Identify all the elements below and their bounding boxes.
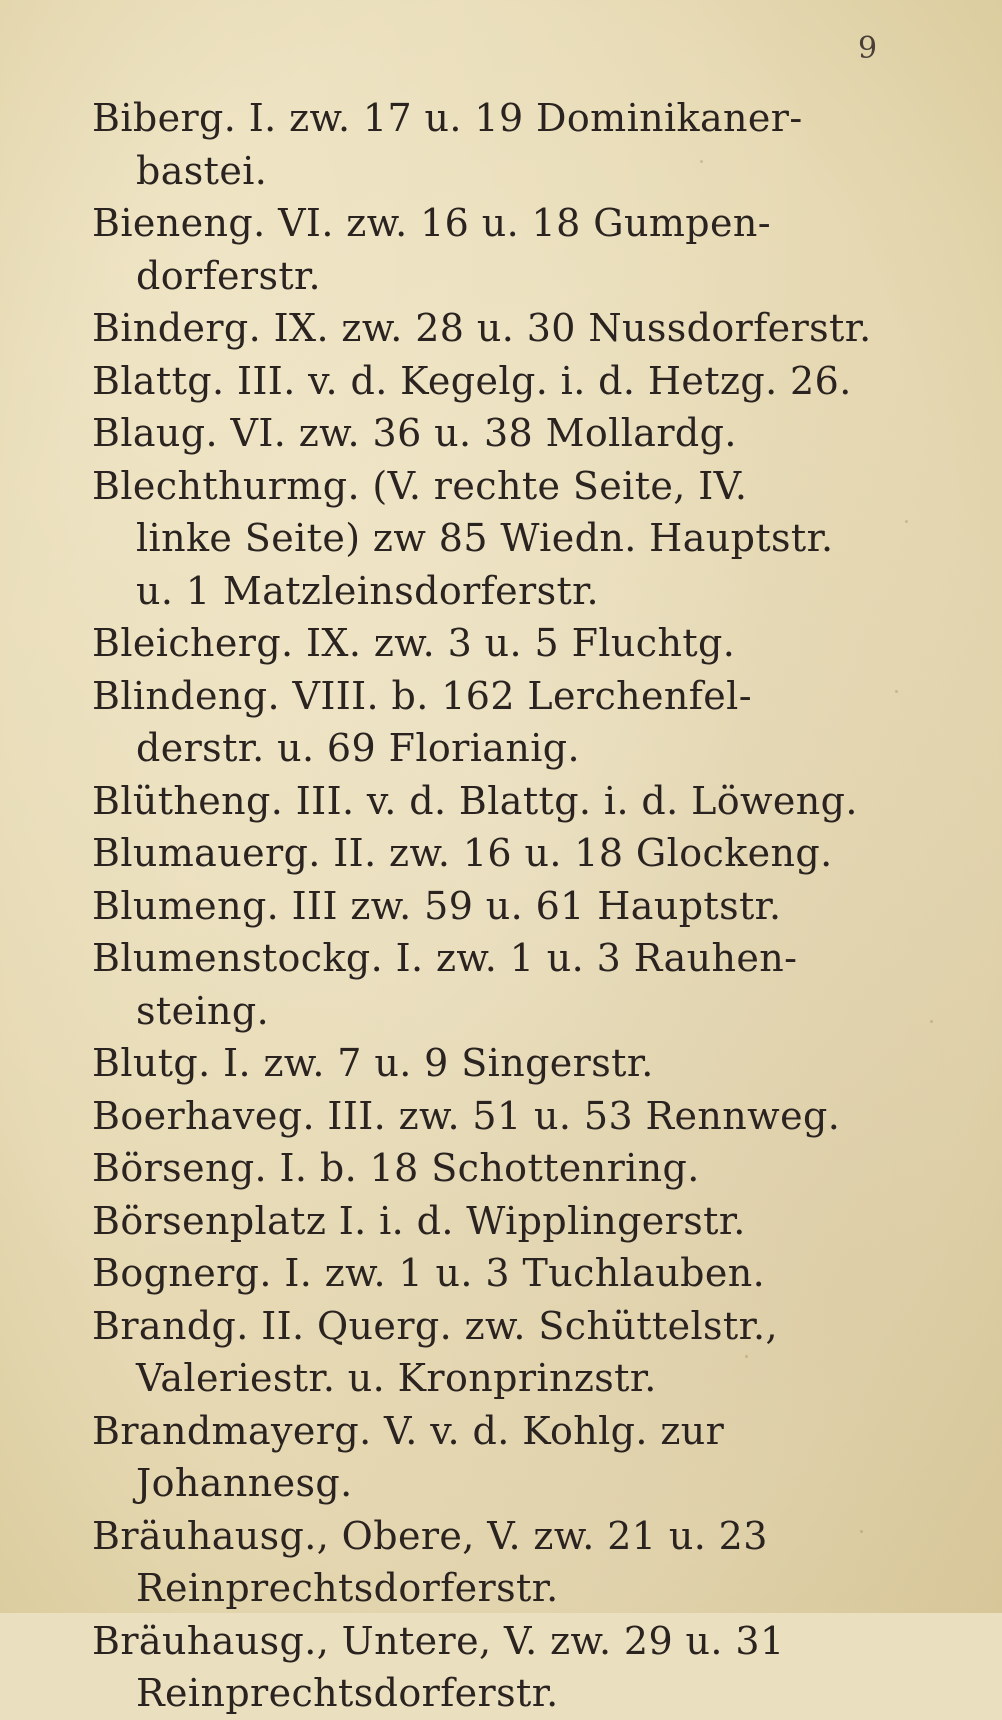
entry-line: Bieneng. VI. zw. 16 u. 18 Gumpen- — [92, 201, 771, 245]
entry-line: Blumauerg. II. zw. 16 u. 18 Glockeng. — [92, 831, 833, 875]
street-entry — [0, 1142, 872, 1195]
entry-continuation-line: Reinprechtsdorferstr. — [136, 1566, 559, 1610]
street-entry — [0, 1195, 872, 1248]
street-entry — [0, 670, 872, 775]
street-entry — [0, 197, 872, 302]
entry-line: Blütheng. III. v. d. Blattg. i. d. Löweng. — [92, 778, 858, 823]
street-entry — [0, 1090, 872, 1143]
street-entry — [0, 1405, 872, 1510]
street-entry — [0, 1037, 872, 1090]
entry-continuation-line: steing. — [136, 988, 270, 1033]
entry-line: Börseng. I. b. 18 Schottenring. — [92, 1146, 700, 1190]
street-entry — [0, 1510, 872, 1615]
entry-continuation-line: Valeriestr. u. Kronprinzstr. — [136, 1356, 657, 1400]
street-entry — [0, 827, 872, 880]
entry-continuation-line: derstr. u. 69 Florianig. — [136, 726, 580, 770]
entry-continuation-line: linke Seite) zw 85 Wiedn. Hauptstr. — [136, 516, 834, 560]
street-index-list — [0, 92, 872, 1720]
paper-speck — [930, 1020, 933, 1023]
entry-line: Blindeng. VIII. b. 162 Lerchenfel- — [92, 673, 752, 718]
paper-speck — [895, 690, 898, 693]
street-entry — [0, 407, 872, 460]
entry-line: Bräuhausg., Obere, V. zw. 21 u. 23 — [92, 1513, 768, 1558]
entry-continuation-line: dorferstr. — [136, 253, 321, 298]
entry-line: Brandg. II. Querg. zw. Schüttelstr., — [92, 1303, 778, 1348]
entry-line: Blaug. VI. zw. 36 u. 38 Mollardg. — [92, 411, 737, 455]
street-entry — [0, 92, 872, 197]
entry-continuation-line: Johannesg. — [136, 1461, 353, 1505]
street-entry — [0, 460, 872, 618]
entry-line: Bräuhausg., Untere, V. zw. 29 u. 31 — [92, 1618, 785, 1663]
page-number: 9 — [858, 31, 878, 66]
street-entry — [0, 355, 872, 408]
entry-line: Boerhaveg. III. zw. 51 u. 53 Rennweg. — [92, 1093, 841, 1138]
street-entry — [0, 932, 872, 1037]
entry-continuation-line: bastei. — [136, 148, 268, 193]
entry-line: Blumenstockg. I. zw. 1 u. 3 Rauhen- — [92, 936, 798, 980]
entry-line: Blumeng. III zw. 59 u. 61 Hauptstr. — [92, 883, 782, 928]
entry-line: Bognerg. I. zw. 1 u. 3 Tuchlauben. — [92, 1251, 766, 1295]
entry-continuation-line: u. 1 Matzleinsdorferstr. — [136, 568, 600, 613]
street-entry — [0, 617, 872, 670]
entry-line: Biberg. I. zw. 17 u. 19 Dominikaner- — [92, 96, 803, 140]
entry-line: Börsenplatz I. i. d. Wipplingerstr. — [92, 1198, 746, 1243]
street-entry — [0, 1247, 872, 1300]
entry-continuation-line: Reinprechtsdorferstr. — [136, 1671, 559, 1715]
street-entry — [0, 302, 872, 355]
street-entry — [0, 775, 872, 828]
paper-speck — [905, 520, 908, 523]
street-entry — [0, 880, 872, 933]
entry-line: Brandmayerg. V. v. d. Kohlg. zur — [92, 1408, 725, 1453]
entry-line: Blattg. III. v. d. Kegelg. i. d. Hetzg. 26. — [92, 358, 852, 403]
street-entry — [0, 1300, 872, 1405]
entry-line: Bleicherg. IX. zw. 3 u. 5 Fluchtg. — [92, 621, 736, 665]
entry-line: Binderg. IX. zw. 28 u. 30 Nussdorferstr. — [92, 306, 872, 350]
street-entry — [0, 1615, 872, 1720]
entry-line: Blechthurmg. (V. rechte Seite, IV. — [92, 463, 748, 508]
entry-line: Blutg. I. zw. 7 u. 9 Singerstr. — [92, 1041, 654, 1085]
